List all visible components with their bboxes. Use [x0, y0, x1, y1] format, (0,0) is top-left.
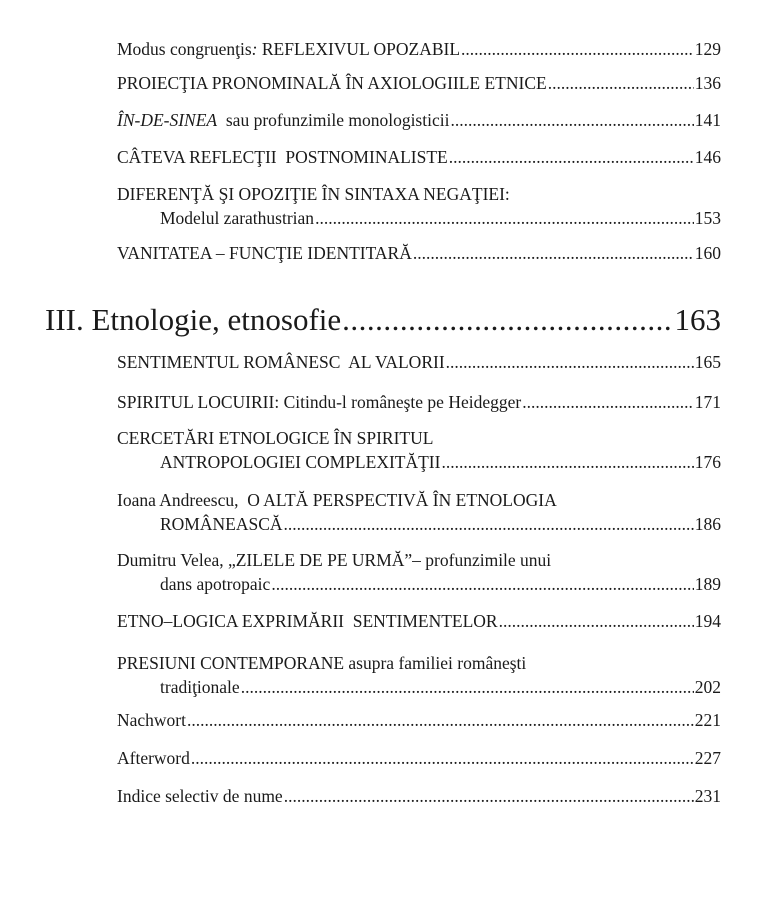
toc-page-number: 227 — [694, 748, 721, 768]
toc-entry — [117, 784, 721, 808]
toc-entry — [117, 108, 721, 132]
toc-entry-title: Indice selectiv de nume — [117, 786, 283, 806]
toc-entry-title: CERCETĂRI ETNOLOGICE ÎN SPIRITUL — [117, 428, 434, 448]
toc-entry-title: PRESIUNI CONTEMPORANE asupra familiei româneşti — [117, 653, 527, 673]
toc-entry-line — [117, 784, 721, 808]
toc-entry-title: CÂTEVA REFLECŢII POSTNOMINALISTE — [117, 147, 448, 167]
toc-entry-line — [117, 746, 721, 770]
toc-entry-title: dans apotropaic — [160, 574, 271, 594]
toc-entry-line — [117, 609, 721, 633]
toc-page-number: 202 — [694, 677, 721, 697]
toc-page-number: 189 — [694, 574, 721, 594]
toc-entry — [117, 350, 721, 374]
toc-entry-line — [117, 708, 721, 732]
section-page-number: 163 — [674, 302, 721, 337]
leader-dots — [522, 390, 694, 414]
toc-entry — [117, 708, 721, 732]
toc-entry-line — [117, 426, 721, 450]
leader-dots — [284, 784, 694, 808]
toc-entry — [117, 651, 721, 699]
toc-page-number: 129 — [694, 39, 721, 59]
toc-page-number: 194 — [694, 611, 721, 631]
leader-dots — [191, 746, 694, 770]
toc-entry-line — [117, 548, 721, 572]
toc-entry-title: Nachwort — [117, 710, 187, 730]
toc-page-number: 136 — [694, 73, 721, 93]
leader-dots — [187, 708, 694, 732]
toc-entry-title: Modus congruenţis — [117, 39, 252, 59]
toc-entry-line — [117, 512, 721, 536]
leader-dots — [441, 450, 693, 474]
toc-page-number: 153 — [694, 208, 721, 228]
leader-dots — [284, 512, 694, 536]
toc-entry-title: SPIRITUL LOCUIRII: Citindu-l româneşte pe Heidegger — [117, 392, 522, 412]
toc-page-number: 171 — [694, 392, 721, 412]
toc-page-number: 231 — [694, 786, 721, 806]
toc-entry — [117, 145, 721, 169]
leader-dots — [315, 206, 694, 230]
toc-entry-title: Modelul zarathustrian — [160, 208, 315, 228]
toc-entry-line — [117, 572, 721, 596]
toc-entry-line — [117, 37, 721, 61]
toc-page-number: 221 — [694, 710, 721, 730]
leader-dots — [450, 108, 693, 132]
toc-entry — [117, 548, 721, 596]
toc-entry-title: ROMÂNEASCĂ — [160, 514, 283, 534]
toc-entry-title: PROIECŢIA PRONOMINALĂ ÎN AXIOLOGIILE ETNICE — [117, 73, 547, 93]
toc-entry-title: VANITATEA – FUNCŢIE IDENTITARĂ — [117, 243, 412, 263]
toc-entry-line — [117, 390, 721, 414]
toc-entry — [117, 71, 721, 95]
toc-entry-line — [117, 145, 721, 169]
toc-page-number: 141 — [694, 110, 721, 130]
toc-page-number: 186 — [694, 514, 721, 534]
leader-dots — [342, 300, 673, 340]
toc-entry — [117, 609, 721, 633]
toc-entry-title: ETNO–LOGICA EXPRIMĂRII SENTIMENTELOR — [117, 611, 498, 631]
toc-page-number: 165 — [694, 352, 721, 372]
toc-entry-line — [117, 182, 721, 206]
toc-entry — [117, 426, 721, 474]
toc-entry-line — [117, 350, 721, 374]
toc-entry-line — [117, 71, 721, 95]
toc-page-number: 160 — [694, 243, 721, 263]
toc-entry-title: ÎN-DE-SINEA — [117, 110, 218, 130]
toc-page-number: 146 — [694, 147, 721, 167]
section-title: III. Etnologie, etnosofie — [45, 302, 342, 337]
toc-entry — [117, 241, 721, 265]
toc-entry — [117, 746, 721, 770]
leader-dots — [413, 241, 694, 265]
toc-entry-title: tradiţionale — [160, 677, 240, 697]
toc-entry-title: : — [251, 39, 262, 59]
toc-entry-title: sau profunzimile monologisticii — [217, 110, 450, 130]
toc-entry-line — [117, 675, 721, 699]
toc-entry-title: ANTROPOLOGIEI COMPLEXITĂŢII — [160, 452, 441, 472]
toc-entry-title: Ioana Andreescu, O ALTĂ PERSPECTIVĂ ÎN ETNOLOGIA — [117, 490, 557, 510]
toc-entry — [117, 37, 721, 61]
section-heading — [45, 300, 721, 340]
leader-dots — [449, 145, 694, 169]
toc-entry-line — [117, 450, 721, 474]
leader-dots — [271, 572, 693, 596]
toc-entry-title: REFLEXIVUL OPOZABIL — [261, 39, 461, 59]
toc-entry-title: Dumitru Velea, „ZILELE DE PE URMĂ”– profunzimile unui — [117, 550, 552, 570]
toc-entry — [117, 488, 721, 536]
leader-dots — [461, 37, 694, 61]
toc-entry-title: DIFERENŢĂ ŞI OPOZIŢIE ÎN SINTAXA NEGAŢIEI: — [117, 184, 510, 204]
toc-entry — [117, 390, 721, 414]
toc-entry-title: SENTIMENTUL ROMÂNESC AL VALORII — [117, 352, 445, 372]
toc-entry-line — [117, 206, 721, 230]
leader-dots — [446, 350, 694, 374]
toc-entry — [117, 182, 721, 230]
toc-entry-line — [117, 241, 721, 265]
leader-dots — [548, 71, 694, 95]
toc-entry-line — [117, 651, 721, 675]
toc-entry-line — [117, 488, 721, 512]
toc-entry-line — [117, 108, 721, 132]
toc-page-number: 176 — [694, 452, 721, 472]
leader-dots — [499, 609, 694, 633]
toc-entry-title: Afterword — [117, 748, 190, 768]
leader-dots — [241, 675, 694, 699]
